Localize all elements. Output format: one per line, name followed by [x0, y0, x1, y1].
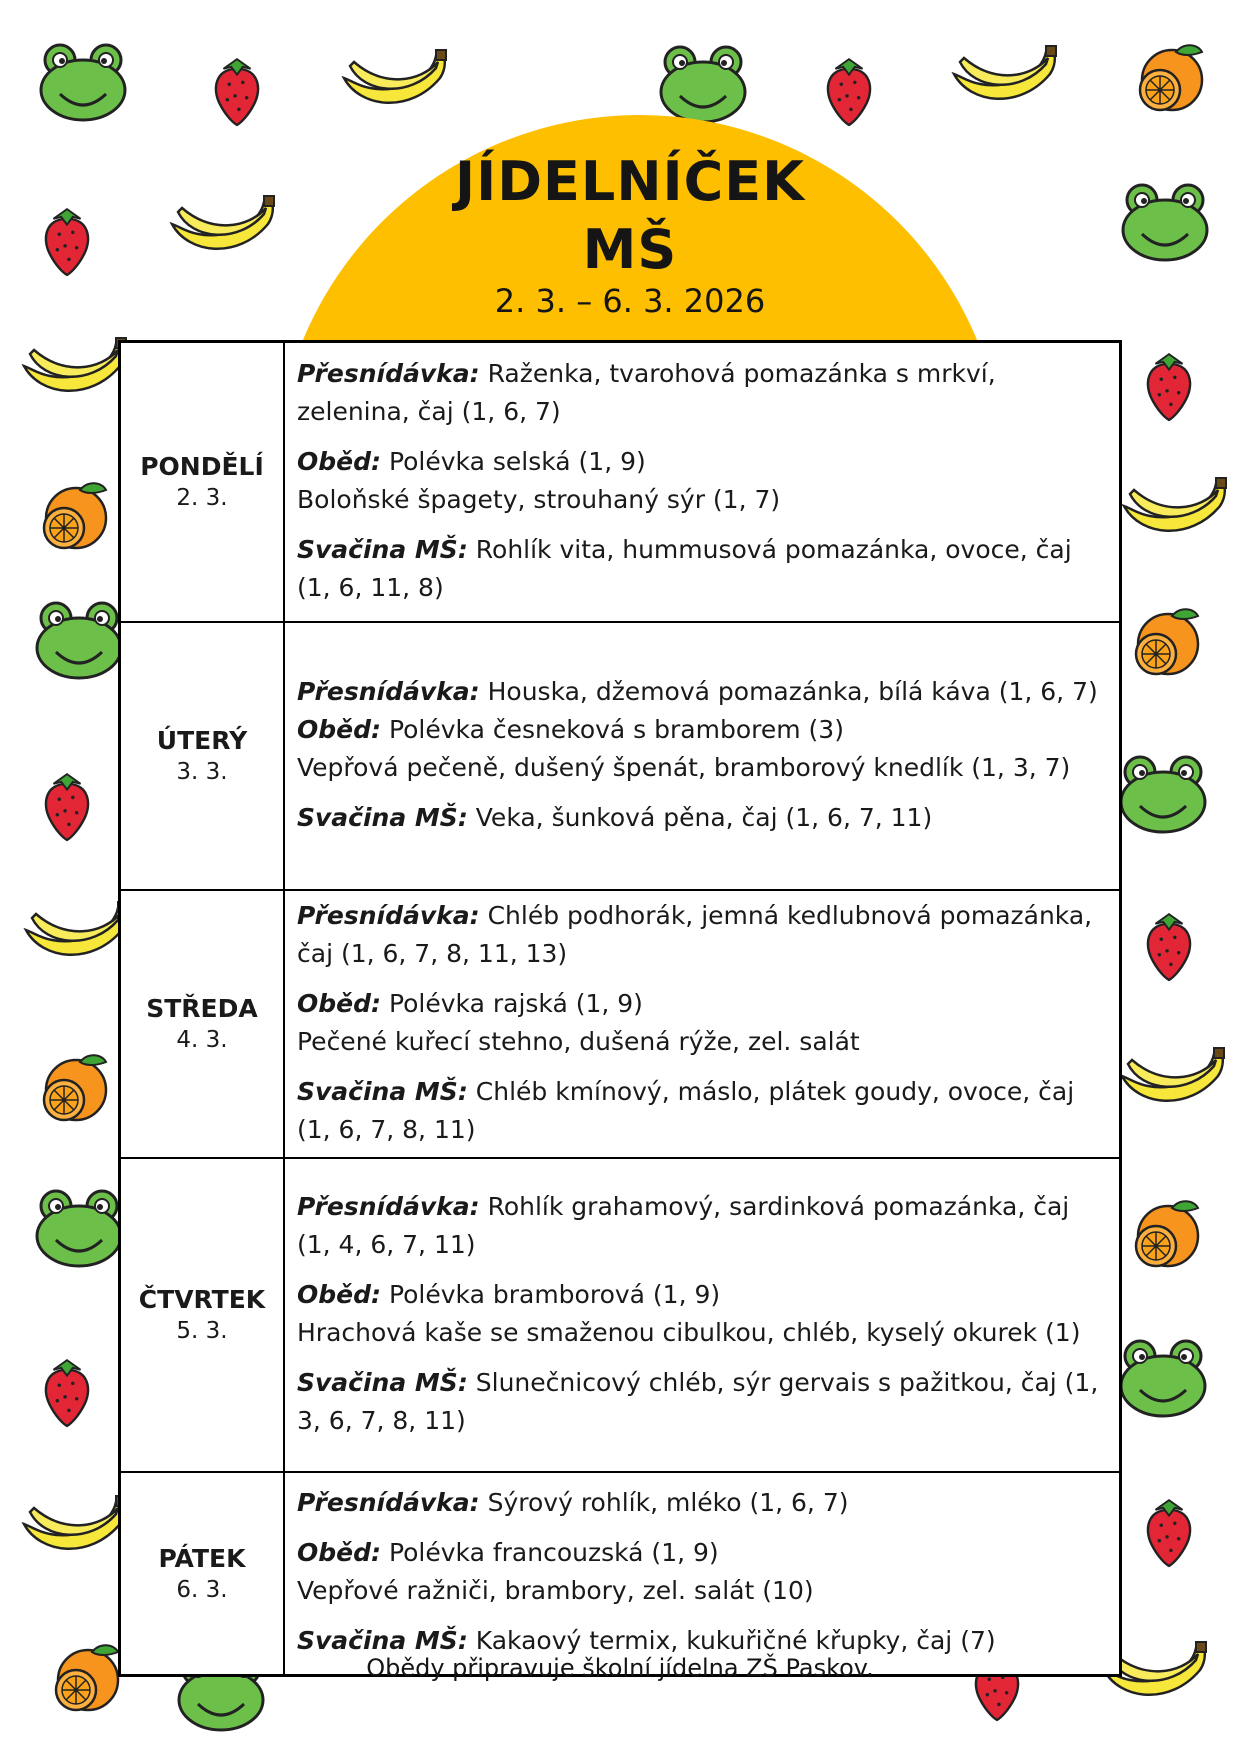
day-row [120, 1158, 1121, 1472]
afternoon-snack-text: Kakaový termix, kukuřičné křupky, čaj (7) [467, 1626, 996, 1656]
day-date: 6. 3. [176, 1576, 228, 1603]
title-line-2: MŠ [582, 218, 678, 281]
title-line-1: JÍDELNÍČEK [455, 150, 805, 213]
strawberry-icon [820, 55, 878, 129]
lunch-soup: Polévka selská (1, 9) [381, 446, 646, 476]
banana-icon [1118, 1046, 1228, 1118]
afternoon-snack-text: Slunečnicový chléb, sýr gervais s pažitkou, čaj (1, 3, 6, 7, 8, 11) [297, 1367, 1099, 1435]
lunch-entry [297, 711, 1107, 787]
day-cell [120, 622, 285, 890]
snack-text: Chléb podhorák, jemná kedlubnová pomazánka, čaj (1, 6, 7, 8, 11, 13) [297, 900, 1093, 968]
snack-text: Rohlík grahamový, sardinková pomazánka, čaj (1, 4, 6, 7, 11) [297, 1191, 1070, 1259]
banana-icon [950, 44, 1060, 116]
strawberry-icon [38, 770, 96, 844]
strawberry-icon [1140, 910, 1198, 984]
day-row [120, 890, 1121, 1158]
strawberry-icon [208, 55, 266, 129]
day-date: 5. 3. [176, 1318, 228, 1344]
lunch-label: Oběd: [297, 1279, 381, 1309]
frog-icon [34, 598, 124, 688]
lunch-entry [297, 1276, 1107, 1352]
date-range: 2. 3. – 6. 3. 2026 [494, 282, 766, 320]
day-row [120, 342, 1121, 622]
lunch-soup: Polévka rajská (1, 9) [381, 988, 643, 1018]
lunch-label: Oběd: [297, 714, 381, 744]
afternoon-snack-text: Rohlík vita, hummusová pomazánka, ovoce, čaj (1, 6, 11, 8) [297, 534, 1072, 602]
afternoon-snack-text: Veka, šunková pěna, čaj (1, 6, 7, 11) [467, 802, 933, 832]
banana-icon [20, 336, 130, 408]
snack-text: Houska, džemová pomazánka, bílá káva (1, 6, 7) [479, 676, 1098, 706]
banana-icon [22, 900, 132, 972]
afternoon-snack-entry [297, 799, 1107, 837]
afternoon-snack-label: Svačina MŠ: [297, 1626, 468, 1656]
frog-icon [38, 40, 128, 130]
afternoon-snack-label: Svačina MŠ: [297, 802, 468, 832]
snack-entry [297, 673, 1107, 711]
snack-entry [297, 1484, 1107, 1522]
day-row [120, 622, 1121, 890]
meals-cell [284, 622, 1121, 890]
afternoon-snack-entry [297, 1073, 1107, 1149]
strawberry-icon [1140, 350, 1198, 424]
orange-icon [1128, 1196, 1208, 1276]
strawberry-icon [38, 1356, 96, 1430]
lunch-label: Oběd: [297, 446, 381, 476]
frog-icon [34, 1186, 124, 1276]
day-cell [120, 1472, 285, 1676]
day-date: 2. 3. [176, 485, 228, 512]
afternoon-snack-label: Svačina MŠ: [297, 1367, 468, 1397]
footer-note: Obědy připravuje školní jídelna ZŠ Paskov. [366, 1654, 874, 1682]
lunch-soup: Polévka česneková s bramborem (3) [381, 714, 844, 744]
snack-text: Raženka, tvarohová pomazánka s mrkví, zelenina, čaj (1, 6, 7) [297, 358, 996, 426]
snack-entry [297, 355, 1107, 431]
meals-cell [284, 890, 1121, 1158]
lunch-main: Boloňské špagety, strouhaný sýr (1, 7) [297, 484, 781, 514]
orange-icon [1128, 604, 1208, 684]
snack-label: Přesnídávka: [297, 900, 480, 930]
day-name: ČTVRTEK [138, 1285, 266, 1314]
lunch-main: Vepřové ražniči, brambory, zel. salát (10) [297, 1576, 814, 1606]
snack-entry [297, 897, 1107, 973]
orange-icon [36, 1050, 116, 1130]
afternoon-snack-label: Svačina MŠ: [297, 534, 468, 564]
lunch-entry [297, 1534, 1107, 1610]
day-date: 4. 3. [176, 1027, 228, 1053]
page-title [300, 148, 960, 284]
lunch-label: Oběd: [297, 988, 381, 1018]
afternoon-snack-entry [297, 1364, 1107, 1440]
meals-cell [284, 1158, 1121, 1472]
orange-icon [36, 478, 116, 558]
snack-label: Přesnídávka: [297, 1488, 480, 1518]
snack-label: Přesnídávka: [297, 358, 480, 388]
meals-cell [284, 342, 1121, 622]
frog-icon [1118, 1336, 1208, 1426]
day-name: PÁTEK [158, 1543, 246, 1573]
strawberry-icon [38, 205, 96, 279]
afternoon-snack-label: Svačina MŠ: [297, 1076, 468, 1106]
orange-icon [1132, 40, 1212, 120]
banana-icon [1120, 476, 1230, 548]
lunch-entry [297, 443, 1107, 519]
strawberry-icon [1140, 1496, 1198, 1570]
day-name: STŘEDA [146, 994, 258, 1023]
day-date: 3. 3. [176, 759, 228, 785]
lunch-main: Vepřová pečeně, dušený špenát, bramborový knedlík (1, 3, 7) [297, 752, 1071, 782]
snack-label: Přesnídávka: [297, 1191, 480, 1221]
day-name: ÚTERÝ [156, 726, 248, 755]
day-row [120, 1472, 1121, 1676]
day-cell [120, 890, 285, 1158]
banana-icon [20, 1494, 130, 1566]
banana-icon [168, 194, 278, 266]
lunch-main: Hrachová kaše se smaženou cibulkou, chléb, kyselý okurek (1) [297, 1317, 1081, 1347]
day-name: PONDĚLÍ [140, 452, 264, 482]
afternoon-snack-text: Chléb kmínový, máslo, plátek goudy, ovoce, čaj (1, 6, 7, 8, 11) [297, 1076, 1075, 1144]
menu-table [118, 340, 1122, 1677]
snack-label: Přesnídávka: [297, 676, 480, 706]
day-cell [120, 1158, 285, 1472]
day-cell [120, 342, 285, 622]
frog-icon [1120, 180, 1210, 270]
afternoon-snack-entry [297, 531, 1107, 607]
orange-icon [48, 1640, 128, 1720]
lunch-main: Pečené kuřecí stehno, dušená rýže, zel. salát [297, 1026, 860, 1056]
lunch-soup: Polévka bramborová (1, 9) [381, 1279, 721, 1309]
snack-entry [297, 1188, 1107, 1264]
frog-icon [1118, 752, 1208, 842]
banana-icon [340, 48, 450, 120]
snack-text: Sýrový rohlík, mléko (1, 6, 7) [479, 1488, 849, 1518]
lunch-soup: Polévka francouzská (1, 9) [381, 1538, 719, 1568]
meals-cell [284, 1472, 1121, 1676]
lunch-label: Oběd: [297, 1538, 381, 1568]
lunch-entry [297, 985, 1107, 1061]
